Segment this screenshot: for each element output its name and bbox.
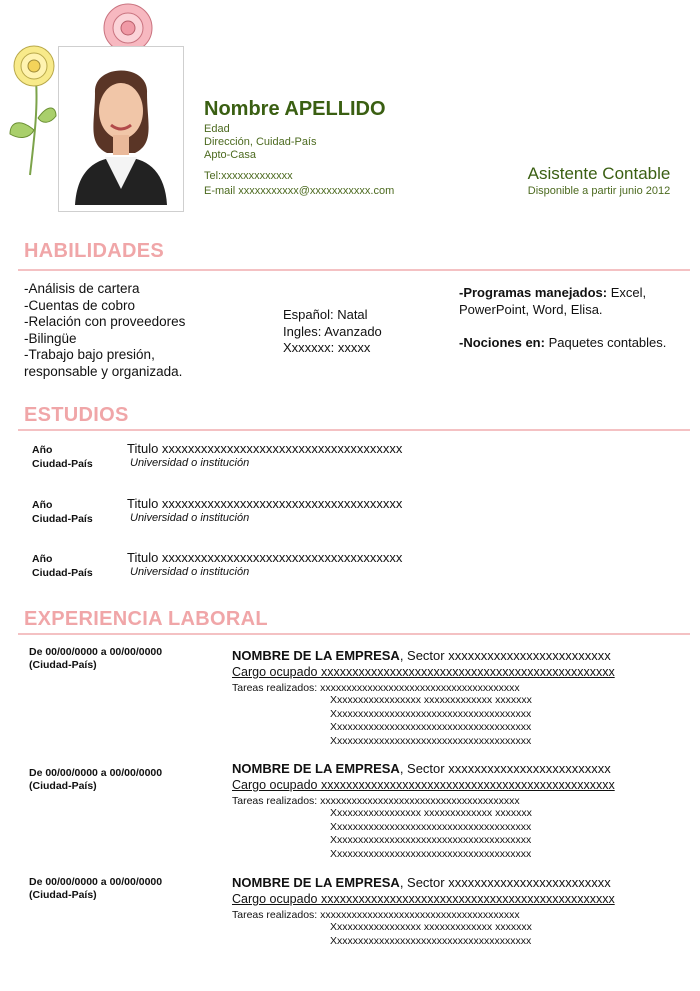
email: E-mail xxxxxxxxxxx@xxxxxxxxxxx.com xyxy=(204,185,395,197)
study-institution: Universidad o institución xyxy=(130,512,250,524)
study-meta: Año Ciudad-País xyxy=(32,553,93,579)
job-dates: De 00/00/0000 a 00/00/0000 (Ciudad-País) xyxy=(29,767,163,792)
profile-photo xyxy=(58,46,184,212)
job-tasks-label: Tareas realizados: xxxxxxxxxxxxxxxxxxxxxxxxxxxxxxxxxxxxxx xyxy=(232,682,520,694)
study-institution: Universidad o institución xyxy=(130,457,250,469)
job-tasks: Xxxxxxxxxxxxxxxxx xxxxxxxxxxxxx xxxxxxx Xxxxxxxxxxxxxxxxxxxxxxxxxxxxxxxxxxxxxx Xxxxxxxxxxxxxxxxxxxxxxxxxxxxxxxxxxxxxx Xxxxxxxxxxxxxxxxxxxxxxxxxxxxxxxxxxxxxx xyxy=(330,694,532,747)
section-divider xyxy=(18,269,690,271)
study-meta: Año Ciudad-País xyxy=(32,499,93,525)
skill-item: -Bilingüe xyxy=(24,330,77,346)
candidate-name: Nombre APELLIDO xyxy=(204,98,386,120)
language-item: Español: Natal xyxy=(283,307,368,322)
job-company: NOMBRE DE LA EMPRESA, Sector xxxxxxxxxxxxxxxxxxxxxxxxx xyxy=(232,648,611,663)
programs-used: -Programas manejados: Excel, PowerPoint, Word, Elisa. xyxy=(459,285,647,317)
language-item: Ingles: Avanzado xyxy=(283,323,382,339)
job-position: Cargo ocupado xxxxxxxxxxxxxxxxxxxxxxxxxxxxxxxxxxxxxxxxxxxxxxx xyxy=(232,665,615,679)
job-dates: De 00/00/0000 a 00/00/0000 (Ciudad-País) xyxy=(29,876,163,901)
job-title: Asistente Contable xyxy=(527,164,671,183)
section-title-skills: HABILIDADES xyxy=(24,240,164,262)
notions: -Nociones en: Paquetes contables. xyxy=(459,335,667,350)
skill-item: responsable y organizada. xyxy=(24,363,183,379)
skills-list xyxy=(24,281,185,380)
skill-item: -Trabajo bajo presión, xyxy=(24,347,155,362)
job-company: NOMBRE DE LA EMPRESA, Sector xxxxxxxxxxxxxxxxxxxxxxxxx xyxy=(232,761,611,776)
job-tasks: Xxxxxxxxxxxxxxxxx xxxxxxxxxxxxx xxxxxxx Xxxxxxxxxxxxxxxxxxxxxxxxxxxxxxxxxxxxxx xyxy=(330,921,532,947)
study-institution: Universidad o institución xyxy=(130,566,250,578)
job-company: NOMBRE DE LA EMPRESA, Sector xxxxxxxxxxxxxxxxxxxxxxxxx xyxy=(232,875,611,890)
skill-item: -Cuentas de cobro xyxy=(24,297,136,313)
job-position: Cargo ocupado xxxxxxxxxxxxxxxxxxxxxxxxxxxxxxxxxxxxxxxxxxxxxxx xyxy=(232,778,615,792)
languages xyxy=(283,307,382,357)
address: Dirección, Cuidad-País xyxy=(204,136,317,148)
skill-item: -Análisis de cartera xyxy=(24,281,140,296)
phone: Tel:xxxxxxxxxxxxx xyxy=(204,170,293,182)
job-tasks-label: Tareas realizados: xxxxxxxxxxxxxxxxxxxxxxxxxxxxxxxxxxxxxx xyxy=(232,909,520,921)
availability: Disponible a partir junio 2012 xyxy=(527,185,671,197)
section-divider xyxy=(18,429,690,431)
job-dates: De 00/00/0000 a 00/00/0000 (Ciudad-País) xyxy=(29,646,163,671)
job-tasks-label: Tareas realizados: xxxxxxxxxxxxxxxxxxxxxxxxxxxxxxxxxxxxxx xyxy=(232,795,520,807)
apartment: Apto-Casa xyxy=(204,149,256,161)
study-meta: Año Ciudad-País xyxy=(32,444,93,470)
job-position: Cargo ocupado xxxxxxxxxxxxxxxxxxxxxxxxxxxxxxxxxxxxxxxxxxxxxxx xyxy=(232,892,615,906)
language-item: Xxxxxxx: xxxxx xyxy=(283,340,371,355)
section-title-experience: EXPERIENCIA LABORAL xyxy=(24,608,268,630)
job-tasks: Xxxxxxxxxxxxxxxxx xxxxxxxxxxxxx xxxxxxx Xxxxxxxxxxxxxxxxxxxxxxxxxxxxxxxxxxxxxx Xxxxxxxxxxxxxxxxxxxxxxxxxxxxxxxxxxxxxx Xxxxxxxxxxxxxxxxxxxxxxxxxxxxxxxxxxxxxx xyxy=(330,807,532,860)
programs xyxy=(459,284,699,351)
section-title-studies: ESTUDIOS xyxy=(24,404,129,426)
section-divider xyxy=(18,633,690,635)
study-title: Titulo xxxxxxxxxxxxxxxxxxxxxxxxxxxxxxxxxxxxx xyxy=(127,441,403,456)
skill-item: -Relación con proveedores xyxy=(24,314,186,329)
study-title: Titulo xxxxxxxxxxxxxxxxxxxxxxxxxxxxxxxxxxxxx xyxy=(127,496,403,511)
age: Edad xyxy=(204,123,230,135)
study-title: Titulo xxxxxxxxxxxxxxxxxxxxxxxxxxxxxxxxxxxxx xyxy=(127,550,403,565)
